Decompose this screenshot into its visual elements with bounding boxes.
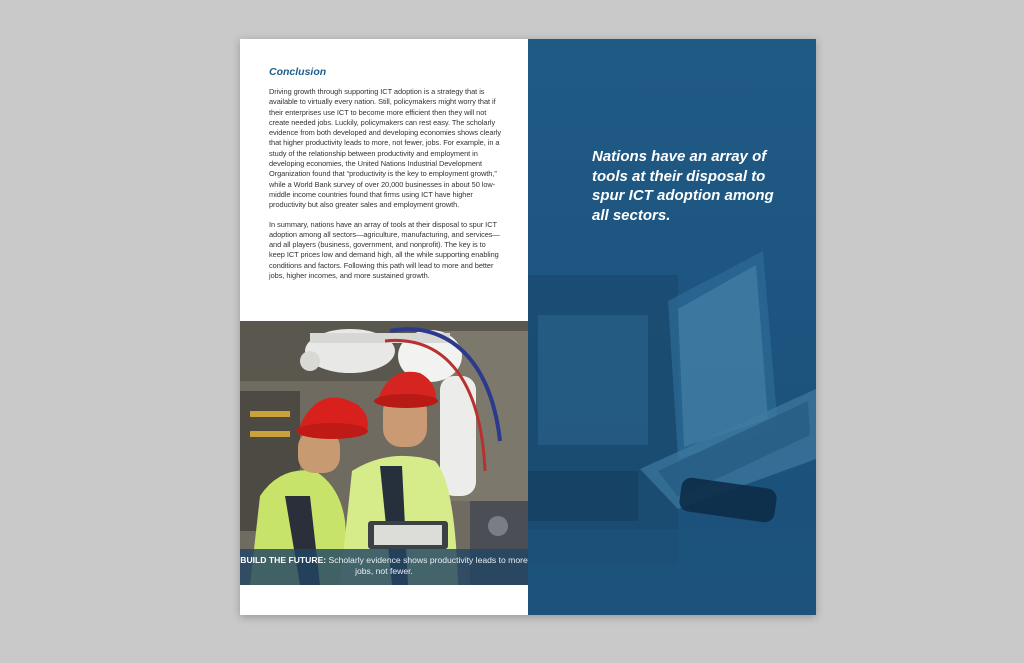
factory-illustration — [240, 321, 528, 585]
caption-text: Scholarly evidence shows productivity leads to more jobs, not fewer. — [326, 555, 528, 576]
section-heading: Conclusion — [269, 66, 327, 78]
paragraph-2: In summary, nations have an array of tools at their disposal to spur ICT adoption among all sectors—agriculture, manufacturing, and services—and all players (business, government, and nonprofit). The key is to keep ICT prices low and demand high, all the while supporting enabling conditions and factors. Following this path will lead to more and better jobs, higher incomes, and more sustained growth. — [269, 219, 500, 281]
brochure-spread — [240, 39, 816, 615]
article-text — [269, 66, 503, 290]
laptop-background-image — [528, 39, 816, 615]
photo-caption — [240, 549, 528, 585]
right-page — [528, 39, 816, 615]
pull-quote: Nations have an array of tools at their disposal to spur ICT adoption among all sectors. — [592, 148, 774, 224]
left-page — [240, 39, 528, 615]
workers-photo — [240, 321, 528, 585]
paragraph-1: Driving growth through supporting ICT adoption is a strategy that is available to virtually every nation. Still, policymakers might worry that if their enterprises use ICT to become more efficient then they will not create needed jobs. Luckily, policymakers can rest easy. The scholarly evidence from both developed and developing economies shows clearly that higher productivity leads to more, not fewer, jobs. For example, in a study of the relationship between productivity and employment in developing economies, the United Nations Industrial Development Organization found that “productivity is the key to employment growth,” while a World Bank survey of over 20,000 businesses in about 50 low-middle income countries found that firms using ICT have higher productivity but also greater sales and employment growth. — [269, 87, 502, 210]
caption-lead: BUILD THE FUTURE: — [240, 555, 327, 565]
